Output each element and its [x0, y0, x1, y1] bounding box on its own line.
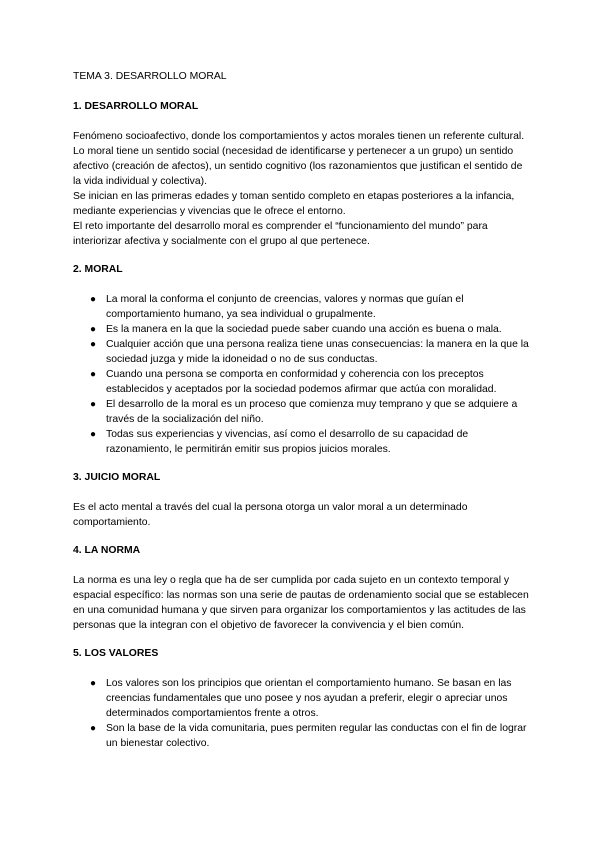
bullet-list [73, 292, 531, 457]
paragraph: Es el acto mental a través del cual la persona otorga un valor moral a un determinado comportamiento. [73, 502, 468, 528]
bullet-icon: ● [90, 678, 97, 689]
section-la-norma [73, 543, 531, 633]
paragraph: El reto importante del desarrollo moral es comprender el “funcionamiento del mundo” para interiorizar afectiva y socialmente con el grupo al que pertenece. [73, 221, 488, 247]
section-juicio-moral [73, 470, 531, 530]
list-item: ● Todas sus experiencias y vivencias, así como el desarrollo de su capacidad de razonamiento, le permitirán emitir sus propios juicios morales. [90, 429, 469, 455]
list-item: ● Los valores son los principios que orientan el comportamiento humano. Se basan en las creencias fundamentales que uno posee y nos ayudan a preferir, elegir o apreciar unos determinados comportamientos frente a otros. [90, 678, 512, 719]
paragraph: Se inician en las primeras edades y toman sentido completo en etapas posteriores a la infancia, mediante experiencias y vivencias que le ofrece el entorno. [73, 191, 515, 217]
section-heading: 5. LOS VALORES [73, 648, 159, 659]
section-heading: 1. DESARROLLO MORAL [73, 101, 199, 112]
bullet-icon: ● [90, 339, 97, 350]
section-los-valores [73, 646, 531, 751]
bullet-icon: ● [90, 429, 97, 440]
paragraph: La norma es una ley o regla que ha de ser cumplida por cada sujeto en un contexto temporal y espacial específico: las normas son una serie de pautas de ordenamiento social que se establecen en una comunidad humana y que sirven para organizar los comportamientos y las actitudes de las personas que la integran con el objetivo de favorecer la convivencia y el bien común. [73, 575, 529, 631]
bullet-icon: ● [90, 723, 97, 734]
list-item: ● Cuando una persona se comporta en conformidad y coherencia con los preceptos establecidos y aceptados por la sociedad podemos afirmar que actúa con moralidad. [90, 369, 497, 395]
list-item: ● Cualquier acción que una persona realiza tiene unas consecuencias: la manera en la que la sociedad juzga y mide la idoneidad o no de sus conductas. [90, 339, 529, 365]
bullet-list [73, 676, 531, 751]
document-body [73, 69, 531, 764]
bullet-icon: ● [90, 324, 97, 335]
section-paragraphs [73, 500, 531, 530]
section-heading: 4. LA NORMA [73, 545, 141, 556]
document-title: TEMA 3. DESARROLLO MORAL [73, 71, 227, 82]
list-item: ● La moral la conforma el conjunto de creencias, valores y normas que guían el comportamiento humano, ya sea individual o grupalmente. [90, 294, 464, 320]
section-heading: 3. JUICIO MORAL [73, 472, 161, 483]
list-item: ● Son la base de la vida comunitaria, pues permiten regular las conductas con el fin de lograr un bienestar colectivo. [90, 723, 527, 749]
paragraph: Fenómeno socioafectivo, donde los comportamientos y actos morales tienen un referente cultural. Lo moral tiene un sentido social (necesidad de identificarse y pertenecer a un grupo) un sentido afectivo (creación de afectos), un sentido cognitivo (los razonamientos que justifican el sentido de la vida individual y colectiva). [73, 131, 525, 187]
section-moral [73, 262, 531, 457]
bullet-icon: ● [90, 294, 97, 305]
bullet-icon: ● [90, 369, 97, 380]
section-paragraphs [73, 129, 531, 249]
section-desarrollo-moral [73, 99, 531, 249]
list-item: ● El desarrollo de la moral es un proceso que comienza muy temprano y que se adquiere a través de la socialización del niño. [90, 399, 518, 425]
section-paragraphs [73, 573, 531, 633]
section-heading: 2. MORAL [73, 264, 123, 275]
list-item: ● Es la manera en la que la sociedad puede saber cuando una acción es buena o mala. [90, 324, 502, 335]
bullet-icon: ● [90, 399, 97, 410]
